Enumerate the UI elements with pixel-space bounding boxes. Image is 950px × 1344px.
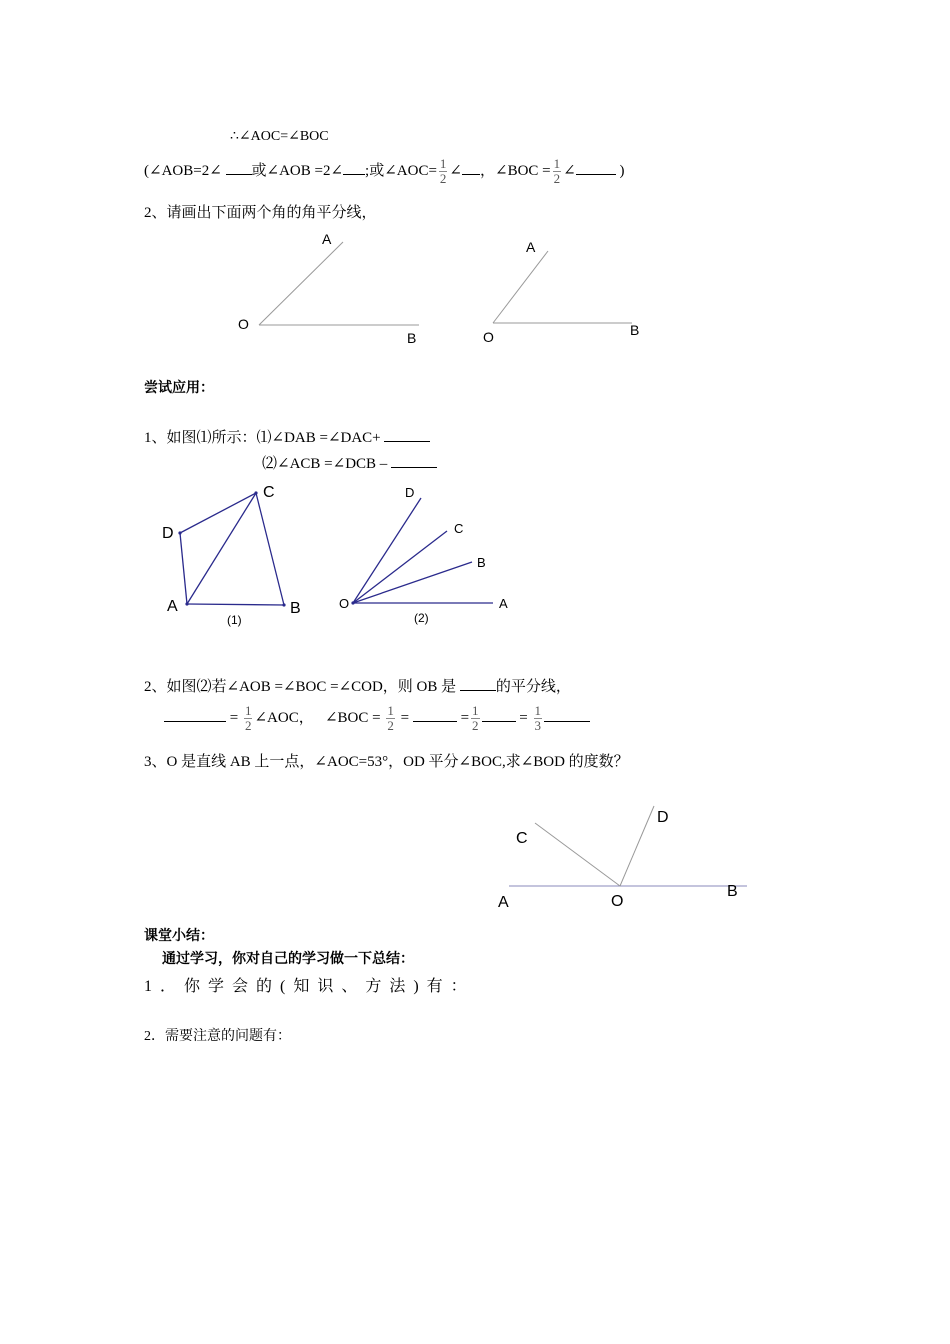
fig2-label-A: A <box>499 596 508 611</box>
relation-part-2: 或∠AOB =2∠ <box>251 162 344 179</box>
fig1-label-B: B <box>290 600 301 617</box>
fraction-half-3: $\frac{1}{2}$ <box>244 703 252 733</box>
fig2-caption: (2) <box>414 611 429 625</box>
angle-figure-right <box>483 239 639 345</box>
relation-part-5: ，∠BOC = <box>480 162 551 179</box>
therefore-line: ∴∠AOC=∠BOC <box>230 129 329 144</box>
equals-sign: = <box>400 709 410 726</box>
fig1-label-D: D <box>162 525 174 542</box>
fig3-label-O: O <box>611 893 624 910</box>
fig1-caption: (1) <box>227 613 242 627</box>
draw-bisector-question: 2、请画出下面两个角的角平分线， <box>144 205 377 221</box>
label-A-left: A <box>322 231 332 247</box>
section-summary: 课堂小结： <box>144 929 214 944</box>
label-O-right: O <box>483 329 494 345</box>
try-1-line-2 <box>262 452 437 473</box>
relation-part-7: ) <box>619 162 625 179</box>
summary-item-2: 2．需要注意的问题有： <box>144 1029 291 1044</box>
try-2-blank-3[interactable] <box>413 707 457 722</box>
fig3-label-A: A <box>498 894 509 911</box>
label-B-left: B <box>407 330 417 346</box>
fig2-label-C: C <box>454 521 464 536</box>
try-2-blank-4[interactable] <box>482 707 516 722</box>
fig2-label-D: D <box>405 485 415 500</box>
try-2-line-2 <box>164 704 590 733</box>
equals-sign: = <box>519 709 528 726</box>
try-2-blank-5[interactable] <box>544 707 590 722</box>
try-1-line-1-text: 1、如图⑴所示：⑴∠DAB =∠DAC+ <box>144 430 381 446</box>
fraction-half-5: $\frac{1}{2}$ <box>472 703 479 733</box>
try-1-line-1 <box>144 426 430 447</box>
relation-part-4: ∠ <box>449 162 462 179</box>
try-1-blank-2[interactable] <box>391 453 437 468</box>
figure-3-straight-angle <box>498 806 747 911</box>
try-1-line-2-text: ⑵∠ACB =∠DCB – <box>262 456 388 472</box>
summary-item-1: 1．你学会的(知识、方法)有： <box>144 978 475 995</box>
figure-1-quadrilateral <box>162 484 301 627</box>
relation-part-6: ∠ <box>563 162 576 179</box>
summary-intro: 通过学习，你对自己的学习做一下总结： <box>162 952 414 967</box>
try-1-blank-1[interactable] <box>384 427 430 442</box>
try-2-line-1-text-b: 的平分线， <box>495 679 571 695</box>
fig3-label-B: B <box>727 883 738 900</box>
fraction-half-4: $\frac{1}{2}$ <box>387 703 394 733</box>
fig1-label-A: A <box>167 598 178 615</box>
try-2-line-1 <box>144 675 571 696</box>
equals-sign: = <box>460 709 470 726</box>
angle-boc-text: ∠BOC = <box>324 709 381 726</box>
fig3-label-C: C <box>516 830 528 847</box>
figure-2-rays <box>339 485 508 625</box>
fraction-half-2: $\frac{1}{2}$ <box>553 156 561 186</box>
section-try-application: 尝试应用： <box>144 381 214 396</box>
try-2-blank-2[interactable] <box>164 707 226 722</box>
angle-figure-left <box>238 231 419 346</box>
try-2-line-1-text-a: 2、如图⑵若∠AOB =∠BOC =∠COD，则 OB 是 <box>144 679 457 695</box>
fraction-third: $\frac{1}{3}$ <box>534 703 541 733</box>
try-2-blank-1[interactable] <box>460 676 496 691</box>
fraction-half-1: $\frac{1}{2}$ <box>439 156 447 186</box>
fig2-label-O: O <box>339 596 350 611</box>
label-A-right: A <box>526 239 536 255</box>
try-3-question: 3、O 是直线 AB 上一点，∠AOC=53°，OD 平分∠BOC,求∠BOD 的度数？ <box>144 754 629 770</box>
label-B-right: B <box>630 322 640 338</box>
equals-sign: = <box>229 709 239 726</box>
relation-part-3: ;或∠AOC= <box>365 162 437 179</box>
fig1-label-C: C <box>263 484 275 501</box>
fig3-label-D: D <box>657 809 669 826</box>
label-O-left: O <box>238 316 249 332</box>
fig2-label-B: B <box>477 555 486 570</box>
angle-aoc-text: ∠AOC， <box>254 709 314 726</box>
relation-part-1: (∠AOB=2∠ <box>144 162 222 179</box>
